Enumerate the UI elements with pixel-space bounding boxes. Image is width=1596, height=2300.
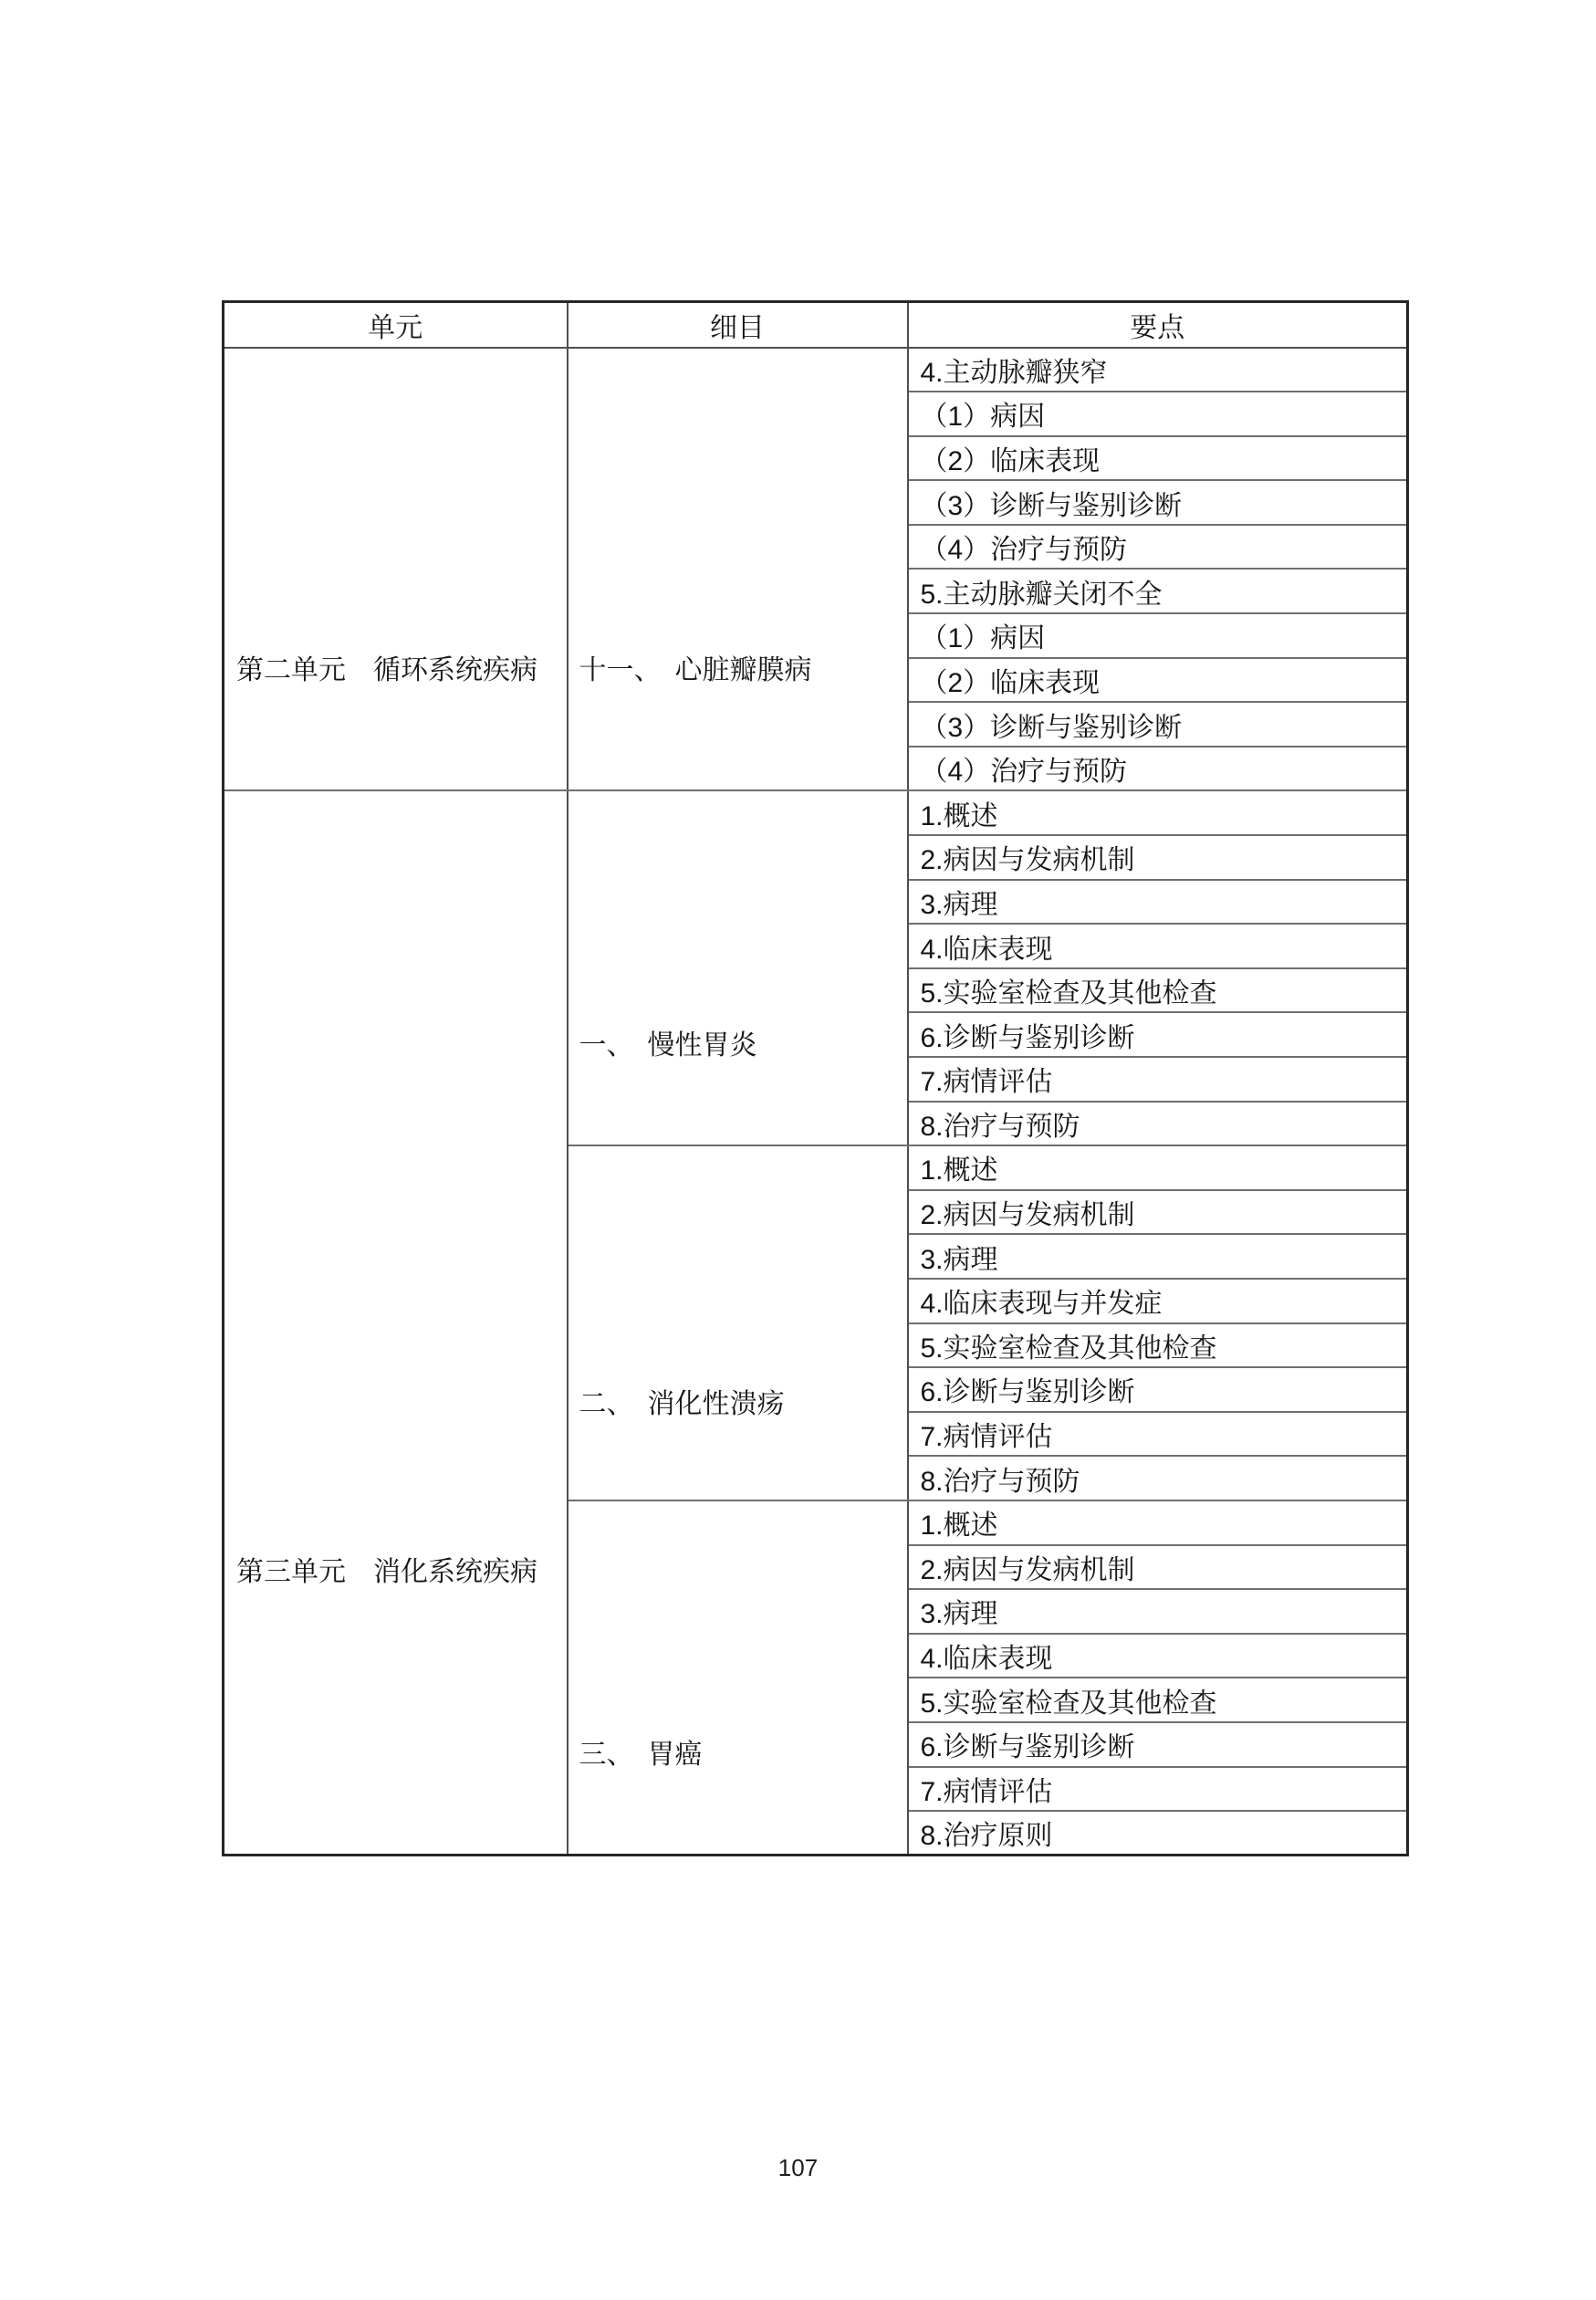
table-row <box>224 790 1408 835</box>
point-cell: 6.诊断与鉴别诊断 <box>908 1367 1408 1412</box>
point-cell: 1.概述 <box>908 1500 1408 1545</box>
page-number: 107 <box>777 2154 819 2181</box>
item-cell-peptic-ulcer: 二、 消化性溃疡 <box>568 1145 908 1500</box>
point-cell: 4.主动脉瓣狭窄 <box>908 348 1408 392</box>
point-cell: 4.临床表现与并发症 <box>908 1279 1408 1323</box>
point-cell: 3.病理 <box>908 880 1408 925</box>
syllabus-table <box>222 300 1409 1856</box>
item-cell-heart-valve: 十一、 心脏瓣膜病 <box>568 348 908 791</box>
point-cell: 6.诊断与鉴别诊断 <box>908 1722 1408 1767</box>
point-cell: （2）临床表现 <box>908 436 1408 481</box>
point-cell: （2）临床表现 <box>908 658 1408 703</box>
point-cell: 7.病情评估 <box>908 1412 1408 1457</box>
point-cell: 5.实验室检查及其他检查 <box>908 968 1408 1013</box>
header-item: 细目 <box>568 302 908 348</box>
point-cell: （1）病因 <box>908 392 1408 436</box>
table-row <box>224 348 1408 392</box>
point-cell: 6.诊断与鉴别诊断 <box>908 1012 1408 1057</box>
unit-cell-section3: 第三单元 消化系统疾病 <box>224 790 568 1855</box>
header-unit: 单元 <box>224 302 568 348</box>
point-cell: 5.实验室检查及其他检查 <box>908 1323 1408 1368</box>
point-cell: 7.病情评估 <box>908 1057 1408 1102</box>
point-cell: 8.治疗原则 <box>908 1811 1408 1856</box>
point-cell: 1.概述 <box>908 790 1408 835</box>
point-cell: 3.病理 <box>908 1234 1408 1279</box>
item-cell-gastric-cancer: 三、 胃癌 <box>568 1500 908 1856</box>
unit-cell-section2: 第二单元 循环系统疾病 <box>224 348 568 791</box>
header-points: 要点 <box>908 302 1408 348</box>
point-cell: 5.实验室检查及其他检查 <box>908 1678 1408 1722</box>
point-cell: 3.病理 <box>908 1589 1408 1634</box>
point-cell: （3）诊断与鉴别诊断 <box>908 702 1408 747</box>
point-cell: 2.病因与发病机制 <box>908 1190 1408 1235</box>
point-cell: 4.临床表现 <box>908 1634 1408 1678</box>
point-cell: 5.主动脉瓣关闭不全 <box>908 569 1408 613</box>
point-cell: （3）诊断与鉴别诊断 <box>908 480 1408 525</box>
point-cell: （4）治疗与预防 <box>908 747 1408 791</box>
point-cell: 4.临床表现 <box>908 924 1408 968</box>
point-cell: 8.治疗与预防 <box>908 1456 1408 1500</box>
item-cell-chronic-gastritis: 一、 慢性胃炎 <box>568 790 908 1145</box>
point-cell: （1）病因 <box>908 613 1408 658</box>
table-header-row <box>224 302 1408 348</box>
point-cell: （4）治疗与预防 <box>908 525 1408 570</box>
point-cell: 7.病情评估 <box>908 1767 1408 1812</box>
point-cell: 2.病因与发病机制 <box>908 1545 1408 1590</box>
point-cell: 1.概述 <box>908 1145 1408 1190</box>
point-cell: 8.治疗与预防 <box>908 1102 1408 1146</box>
point-cell: 2.病因与发病机制 <box>908 835 1408 880</box>
